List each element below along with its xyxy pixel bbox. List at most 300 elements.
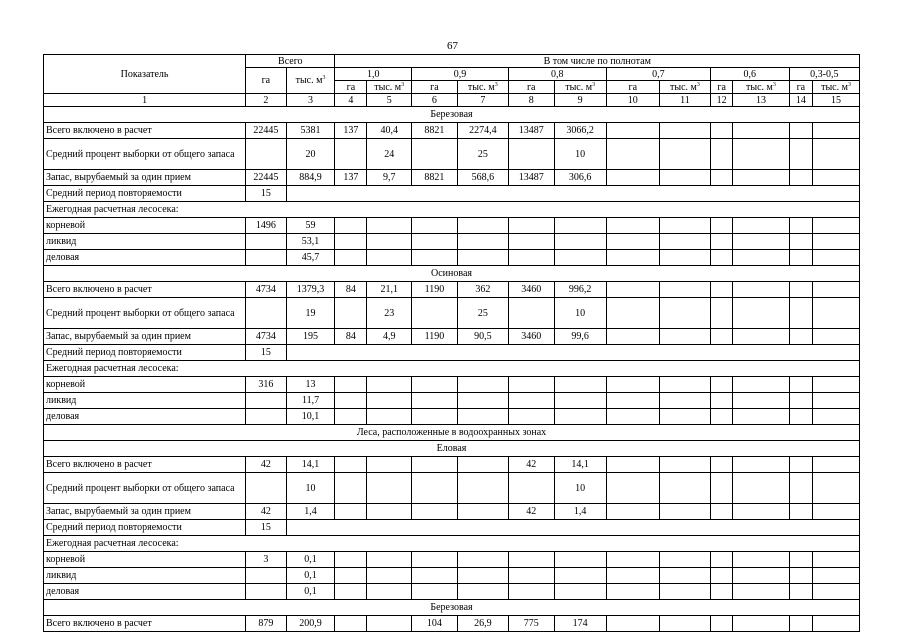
cell-value	[710, 234, 732, 250]
cell-value	[508, 584, 554, 600]
table-row	[44, 329, 860, 345]
cell-value	[733, 473, 789, 504]
cell-value	[733, 393, 789, 409]
cell-value: 104	[412, 616, 458, 632]
indicator-header: Показатель	[44, 55, 246, 94]
cell-value	[246, 473, 286, 504]
row-label: деловая	[44, 584, 246, 600]
row-label: Средний период повторяемости	[44, 345, 246, 361]
cell-value: 26,9	[457, 616, 508, 632]
cell-value	[457, 250, 508, 266]
cell-value	[710, 584, 732, 600]
cell-value: 15	[246, 345, 286, 361]
cell-value	[246, 393, 286, 409]
table-row	[44, 520, 860, 536]
cell-value	[367, 234, 412, 250]
cell-value	[710, 393, 732, 409]
cell-value	[659, 123, 710, 139]
row-label: Всего включено в расчет	[44, 123, 246, 139]
cell-value	[246, 568, 286, 584]
cell-value: 13487	[508, 170, 554, 186]
cell-value: 53,1	[286, 234, 335, 250]
cell-value: 84	[335, 282, 367, 298]
cell-value	[457, 393, 508, 409]
cell-value	[710, 329, 732, 345]
row-label: ликвид	[44, 568, 246, 584]
column-number: 4	[335, 94, 367, 107]
cell-value	[659, 298, 710, 329]
table-row	[44, 282, 860, 298]
cell-value	[508, 234, 554, 250]
cell-value: 59	[286, 218, 335, 234]
column-number: 11	[659, 94, 710, 107]
cell-value	[789, 218, 812, 234]
cell-value: 40,4	[367, 123, 412, 139]
cell-value	[659, 504, 710, 520]
cell-value: 4,9	[367, 329, 412, 345]
cell-value	[710, 568, 732, 584]
cell-value	[606, 329, 659, 345]
cell-value	[606, 234, 659, 250]
table-row	[44, 377, 860, 393]
cell-value	[367, 409, 412, 425]
empty-span-cell	[286, 345, 859, 361]
cell-value: 137	[335, 170, 367, 186]
cell-value	[733, 170, 789, 186]
cell-value: 1,4	[554, 504, 606, 520]
cell-value	[606, 568, 659, 584]
cell-value: 306,6	[554, 170, 606, 186]
density-header: 1,0	[335, 68, 412, 81]
cell-value	[659, 218, 710, 234]
cell-value: 19	[286, 298, 335, 329]
cell-value	[789, 616, 812, 632]
row-label: Средний процент выборки от общего запаса	[44, 298, 246, 329]
unit-volume-header: тыс. $м^3$	[457, 81, 508, 94]
table-row	[44, 202, 860, 218]
cell-value	[606, 218, 659, 234]
cell-value	[335, 139, 367, 170]
table-row	[44, 409, 860, 425]
cell-value	[813, 409, 860, 425]
cell-value	[412, 473, 458, 504]
cell-value: 568,6	[457, 170, 508, 186]
cell-value	[813, 568, 860, 584]
table-row	[44, 361, 860, 377]
cell-value: 10	[286, 473, 335, 504]
cell-value	[710, 250, 732, 266]
cell-value	[457, 473, 508, 504]
total-header: Всего	[246, 55, 335, 68]
row-label: Запас, вырубаемый за один прием	[44, 170, 246, 186]
cell-value: 0,1	[286, 568, 335, 584]
cell-value	[789, 504, 812, 520]
unit-volume-header: тыс. $м^3$	[813, 81, 860, 94]
cell-value: 10	[554, 139, 606, 170]
cell-value	[710, 377, 732, 393]
cell-value	[733, 123, 789, 139]
unit-ha-header: га	[789, 81, 812, 94]
cell-value: 1496	[246, 218, 286, 234]
table-row	[44, 616, 860, 632]
cell-value	[246, 584, 286, 600]
cell-value	[335, 473, 367, 504]
cell-value	[335, 298, 367, 329]
density-header: 0,9	[412, 68, 509, 81]
cell-value: 22445	[246, 170, 286, 186]
cell-value	[733, 250, 789, 266]
cell-value: 775	[508, 616, 554, 632]
cell-value: 5381	[286, 123, 335, 139]
cell-value	[813, 377, 860, 393]
cell-value	[606, 170, 659, 186]
cell-value	[733, 584, 789, 600]
cell-value	[789, 234, 812, 250]
unit-ha-header: га	[606, 81, 659, 94]
cell-value	[508, 377, 554, 393]
column-number: 9	[554, 94, 606, 107]
cell-value	[789, 584, 812, 600]
cell-value: 14,1	[286, 457, 335, 473]
cell-value	[606, 250, 659, 266]
cell-value	[733, 298, 789, 329]
section-heading: Березовая	[44, 107, 860, 123]
cell-value: 21,1	[367, 282, 412, 298]
cell-value	[412, 234, 458, 250]
cell-value	[457, 234, 508, 250]
cell-value	[367, 504, 412, 520]
column-number: 5	[367, 94, 412, 107]
cell-value	[508, 250, 554, 266]
cell-value	[457, 218, 508, 234]
table-row	[44, 345, 860, 361]
cell-value	[554, 568, 606, 584]
cell-value: 42	[508, 457, 554, 473]
page-number: 67	[447, 40, 458, 52]
cell-value	[813, 298, 860, 329]
row-label: Средний процент выборки от общего запаса	[44, 139, 246, 170]
cell-value: 195	[286, 329, 335, 345]
cell-value	[367, 393, 412, 409]
total-volume-header: тыс. $м^3$	[286, 68, 335, 94]
section-heading: Осиновая	[44, 266, 860, 282]
column-number: 2	[246, 94, 286, 107]
cell-value	[659, 282, 710, 298]
cell-value	[335, 234, 367, 250]
cell-value: 3460	[508, 282, 554, 298]
unit-volume-header: тыс. $м^3$	[733, 81, 789, 94]
cell-value	[606, 393, 659, 409]
row-label: Ежегодная расчетная лесосека:	[44, 361, 860, 377]
cell-value	[733, 552, 789, 568]
cell-value	[412, 504, 458, 520]
section-heading: Еловая	[44, 441, 860, 457]
column-number: 15	[813, 94, 860, 107]
density-header: 0,6	[710, 68, 789, 81]
cell-value	[554, 377, 606, 393]
cell-value: 42	[508, 504, 554, 520]
cell-value	[335, 393, 367, 409]
cell-value: 8821	[412, 170, 458, 186]
table-row	[44, 457, 860, 473]
cell-value: 13	[286, 377, 335, 393]
cell-value: 45,7	[286, 250, 335, 266]
row-label: Запас, вырубаемый за один прием	[44, 329, 246, 345]
cell-value	[813, 218, 860, 234]
cell-value	[508, 393, 554, 409]
cell-value	[367, 568, 412, 584]
cell-value	[606, 123, 659, 139]
row-label: корневой	[44, 377, 246, 393]
cell-value	[508, 552, 554, 568]
cell-value	[335, 504, 367, 520]
cell-value	[246, 409, 286, 425]
cell-value: 3	[246, 552, 286, 568]
cell-value: 25	[457, 139, 508, 170]
cell-value	[710, 123, 732, 139]
cell-value	[606, 282, 659, 298]
cell-value	[246, 234, 286, 250]
cell-value	[367, 250, 412, 266]
cell-value	[367, 457, 412, 473]
cell-value	[789, 568, 812, 584]
row-label: Ежегодная расчетная лесосека:	[44, 536, 860, 552]
cell-value	[606, 552, 659, 568]
cell-value	[733, 234, 789, 250]
cell-value	[659, 616, 710, 632]
column-number: 6	[412, 94, 458, 107]
unit-volume-header: тыс. $м^3$	[659, 81, 710, 94]
cell-value	[554, 250, 606, 266]
cell-value	[659, 234, 710, 250]
table-row	[44, 298, 860, 329]
cell-value	[412, 409, 458, 425]
cell-value	[659, 250, 710, 266]
cell-value	[412, 377, 458, 393]
cell-value	[457, 504, 508, 520]
cell-value	[813, 552, 860, 568]
cell-value: 15	[246, 520, 286, 536]
cell-value	[710, 552, 732, 568]
cell-value	[554, 552, 606, 568]
cell-value	[457, 457, 508, 473]
cell-value: 9,7	[367, 170, 412, 186]
table-row	[44, 393, 860, 409]
cell-value	[508, 409, 554, 425]
cell-value: 25	[457, 298, 508, 329]
cell-value: 84	[335, 329, 367, 345]
cell-value	[813, 504, 860, 520]
table-row	[44, 441, 860, 457]
column-number: 3	[286, 94, 335, 107]
cell-value	[606, 409, 659, 425]
cell-value	[710, 298, 732, 329]
row-label: корневой	[44, 552, 246, 568]
cell-value	[508, 568, 554, 584]
row-label: Запас, вырубаемый за один прием	[44, 504, 246, 520]
cell-value: 13487	[508, 123, 554, 139]
cell-value	[412, 218, 458, 234]
table-row	[44, 536, 860, 552]
cell-value: 24	[367, 139, 412, 170]
row-label: Всего включено в расчет	[44, 616, 246, 632]
cell-value	[508, 139, 554, 170]
cell-value: 137	[335, 123, 367, 139]
cell-value	[710, 473, 732, 504]
cell-value	[335, 568, 367, 584]
cell-value	[789, 552, 812, 568]
table-row	[44, 186, 860, 202]
cell-value	[789, 282, 812, 298]
cell-value: 996,2	[554, 282, 606, 298]
cell-value	[813, 250, 860, 266]
cell-value: 22445	[246, 123, 286, 139]
cell-value	[710, 409, 732, 425]
cell-value	[335, 218, 367, 234]
section-heading: Березовая	[44, 600, 860, 616]
cell-value	[554, 234, 606, 250]
cell-value: 1190	[412, 329, 458, 345]
cell-value	[606, 139, 659, 170]
cell-value: 1190	[412, 282, 458, 298]
row-label: Средний процент выборки от общего запаса	[44, 473, 246, 504]
cell-value	[554, 218, 606, 234]
cell-value	[412, 457, 458, 473]
empty-span-cell	[286, 186, 859, 202]
row-label: ликвид	[44, 393, 246, 409]
cell-value	[367, 616, 412, 632]
cell-value	[659, 457, 710, 473]
cell-value	[789, 123, 812, 139]
cell-value	[733, 504, 789, 520]
cell-value: 879	[246, 616, 286, 632]
cell-value	[710, 218, 732, 234]
cell-value	[789, 409, 812, 425]
cell-value	[335, 377, 367, 393]
cell-value	[733, 218, 789, 234]
table-row	[44, 107, 860, 123]
cell-value	[659, 568, 710, 584]
cell-value: 20	[286, 139, 335, 170]
row-label: Всего включено в расчет	[44, 282, 246, 298]
column-number: 10	[606, 94, 659, 107]
cell-value	[733, 139, 789, 170]
cell-value	[335, 250, 367, 266]
cell-value	[659, 393, 710, 409]
cell-value	[789, 377, 812, 393]
cell-value: 2274,4	[457, 123, 508, 139]
cell-value	[813, 616, 860, 632]
cell-value	[813, 139, 860, 170]
cell-value: 4734	[246, 282, 286, 298]
cell-value	[733, 377, 789, 393]
cell-value	[659, 552, 710, 568]
cell-value	[508, 298, 554, 329]
cell-value	[508, 218, 554, 234]
cell-value	[606, 473, 659, 504]
cell-value	[335, 584, 367, 600]
unit-ha-header: га	[412, 81, 458, 94]
row-label: корневой	[44, 218, 246, 234]
section-heading: Леса, расположенные в водоохранных зонах	[44, 425, 860, 441]
table-row	[44, 234, 860, 250]
cell-value: 42	[246, 504, 286, 520]
empty-span-cell	[286, 520, 859, 536]
column-number: 13	[733, 94, 789, 107]
cell-value	[659, 170, 710, 186]
column-number: 1	[44, 94, 246, 107]
cell-value	[789, 139, 812, 170]
cell-value	[789, 393, 812, 409]
cell-value: 10	[554, 298, 606, 329]
table-row	[44, 266, 860, 282]
cell-value	[710, 616, 732, 632]
row-label: Средний период повторяемости	[44, 186, 246, 202]
cell-value	[813, 282, 860, 298]
cell-value	[412, 393, 458, 409]
column-number: 14	[789, 94, 812, 107]
cell-value	[659, 329, 710, 345]
unit-ha-header: га	[508, 81, 554, 94]
cell-value	[335, 552, 367, 568]
cell-value	[659, 473, 710, 504]
cell-value	[554, 393, 606, 409]
row-label: деловая	[44, 409, 246, 425]
cell-value	[457, 377, 508, 393]
row-label: Ежегодная расчетная лесосека:	[44, 202, 860, 218]
cell-value	[554, 409, 606, 425]
cell-value	[606, 298, 659, 329]
table-row	[44, 568, 860, 584]
cell-value: 15	[246, 186, 286, 202]
unit-ha-header: га	[335, 81, 367, 94]
cell-value	[367, 473, 412, 504]
cell-value	[412, 552, 458, 568]
cell-value	[335, 409, 367, 425]
cell-value	[412, 139, 458, 170]
cell-value	[733, 457, 789, 473]
cell-value: 90,5	[457, 329, 508, 345]
cell-value: 1,4	[286, 504, 335, 520]
table-row	[44, 218, 860, 234]
cell-value	[457, 568, 508, 584]
column-number: 12	[710, 94, 732, 107]
cell-value	[246, 250, 286, 266]
cell-value	[606, 504, 659, 520]
cell-value	[659, 139, 710, 170]
cell-value	[335, 616, 367, 632]
cell-value: 884,9	[286, 170, 335, 186]
column-number: 8	[508, 94, 554, 107]
cell-value	[606, 457, 659, 473]
cell-value: 0,1	[286, 584, 335, 600]
cell-value	[789, 298, 812, 329]
table-row	[44, 504, 860, 520]
table-row	[44, 473, 860, 504]
cell-value	[813, 234, 860, 250]
cell-value	[606, 616, 659, 632]
cell-value	[606, 377, 659, 393]
total-ha-header: га	[246, 68, 286, 94]
density-header: 0,8	[508, 68, 606, 81]
cell-value	[710, 139, 732, 170]
cell-value	[457, 584, 508, 600]
cell-value	[733, 329, 789, 345]
cell-value	[457, 552, 508, 568]
cell-value	[367, 218, 412, 234]
cell-value	[710, 457, 732, 473]
cell-value	[457, 409, 508, 425]
